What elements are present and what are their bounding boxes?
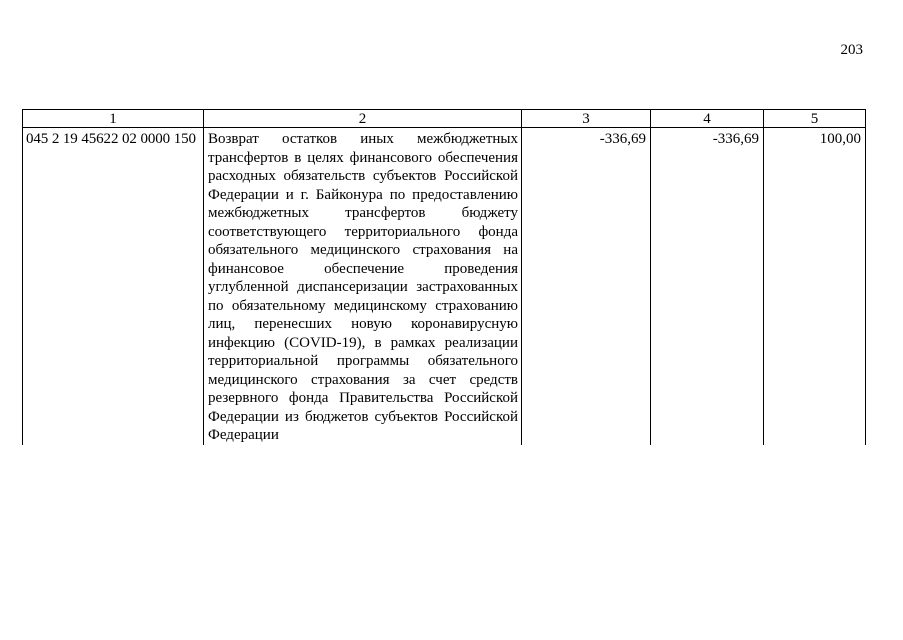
table-row xyxy=(23,128,866,445)
value-col-3: -336,69 xyxy=(522,128,651,445)
budget-code: 045 2 19 45622 02 0000 150 xyxy=(23,128,204,445)
value-col-4: -336,69 xyxy=(651,128,764,445)
header-col-2: 2 xyxy=(204,110,522,128)
page-number: 203 xyxy=(840,42,863,58)
header-col-5: 5 xyxy=(764,110,866,128)
value-col-5: 100,00 xyxy=(764,128,866,445)
header-row xyxy=(23,110,866,128)
budget-table xyxy=(22,109,866,445)
header-col-3: 3 xyxy=(522,110,651,128)
header-col-4: 4 xyxy=(651,110,764,128)
header-col-1: 1 xyxy=(23,110,204,128)
row-description: Возврат остатков иных межбюджетных трансфертов в целях финансового обеспечения расходных обязательств субъектов Российской Федерации и г. Байконура по предоставлению межбюджетных трансфертов бюджету соответствующего территориального фонда обязательного медицинского страхования на финансовое обеспечение проведения углубленной диспансеризации застрахованных по обязательному медицинскому страхованию лиц, перенесших новую коронавирусную инфекцию (COVID-19), в рамках реализации территориальной программы обязательного медицинского страхования за счет средств резервного фонда Правительства Российской Федерации из бюджетов субъектов Российской Федерации xyxy=(204,128,522,445)
